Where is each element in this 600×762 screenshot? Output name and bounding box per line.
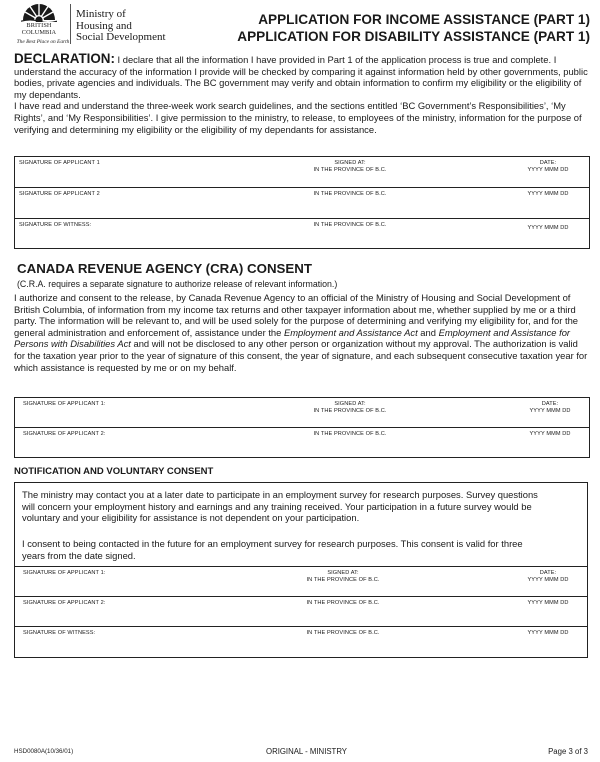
signature-witness-label: SIGNATURE OF WITNESS: (23, 630, 96, 636)
date-format-label: YYYY MMM DD (527, 630, 569, 636)
signature-applicant2-label: SIGNATURE OF APPLICANT 2: (23, 600, 106, 606)
form-title-line2: APPLICATION FOR DISABILITY ASSISTANCE (PART 1) (237, 29, 590, 44)
notification-title: NOTIFICATION AND VOLUNTARY CONSENT (14, 466, 214, 477)
notification-witness-row[interactable] (15, 627, 587, 657)
notification-applicant1-row[interactable] (15, 566, 587, 597)
province-label: IN THE PROVINCE OF B.C. (306, 600, 380, 606)
ministry-line2: Housing and (76, 19, 132, 32)
notification-paragraph-1: The ministry may contact you at a later date to participate in an employment survey for research purposes. Survey questions will concern your employment history and earnings and any training received. Your participation in a future survey would be voluntary and your eligibility for assistance is not dependent on your participation. (22, 489, 538, 524)
date-label: DATE: YYYY MMM DD (527, 570, 569, 583)
form-title (237, 11, 590, 45)
declaration-signature-box (14, 156, 590, 249)
date-label: DATE: YYYY MMM DD (529, 401, 571, 414)
cra-consent-text: I authorize and consent to the release, by Canada Revenue Agency to an official of the Ministry of Housing and Social Development of British Columbia, of information from my income tax returns and other taxpayer information about me, whether supplied by me or a third party. The information will be relevant to, and will be used solely for the purpose of determining and verifying my eligibility for, and for the general administration and enforcement of, assistance under the Employment and Assistance Act and Employment and Assistance for Persons with Disabilities Act and will not be disclosed to any other person or organization without my approval. The authorization is valid for the taxation year prior to the year of signature of this consent, the year of signature, and each subsequent consecutive taxation year for which assistance is requested by me or on my behalf. (14, 292, 588, 373)
cra-applicant1-row[interactable] (15, 398, 589, 428)
bc-logo (10, 2, 68, 46)
act-name-2: Employment and Assistance for Persons with Disabilities Act (14, 326, 571, 350)
cra-consent-title: CANADA REVENUE AGENCY (CRA) CONSENT (17, 261, 313, 276)
logo-name-line2: COLUMBIA (21, 28, 57, 36)
date-format-label: YYYY MMM DD (527, 600, 569, 606)
declaration-paragraph-2: I have read and understand the three-week work search guidelines, and the sections entitled ‘BC Government’s Responsibilities’, ‘My Rights’, and ‘My Responsibilities’. I give permission to the ministry, to release, to employees of the ministry, information for the purpose of verifying and determining my eligibility or the eligibility of my dependants for assistance. (14, 100, 582, 135)
province-label: IN THE PROVINCE OF B.C. (313, 431, 387, 437)
date-format-label: YYYY MMM DD (529, 431, 571, 437)
date-label: DATE: YYYY MMM DD (527, 160, 569, 173)
form-code: HSD0080A(10/36/01) (14, 748, 74, 755)
page-number: Page 3 of 3 (548, 747, 588, 756)
signed-at-label: SIGNED AT: IN THE PROVINCE OF B.C. (313, 401, 387, 414)
ministry-line1: Ministry of (76, 8, 126, 20)
cra-consent-subtitle: (C.R.A. requires a separate signature to authorize release of relevant information.) (17, 279, 338, 289)
sun-icon (21, 2, 57, 22)
logo-wordmark (10, 23, 68, 36)
province-label: IN THE PROVINCE OF B.C. (306, 630, 380, 636)
signed-at-label: SIGNED AT: IN THE PROVINCE OF B.C. (306, 570, 380, 583)
signature-applicant1-label: SIGNATURE OF APPLICANT 1 (19, 160, 100, 166)
signed-at-label: SIGNED AT: IN THE PROVINCE OF B.C. (313, 160, 387, 173)
ministry-line3: Social Development (76, 31, 166, 43)
declaration-heading: DECLARATION: (14, 51, 115, 66)
header-divider (70, 4, 71, 44)
form-title-line1: APPLICATION FOR INCOME ASSISTANCE (PART 1) (258, 12, 590, 27)
notification-paragraph-2: I consent to being contacted in the future for an employment survey for research purposes. This consent is valid for three years from the date signed. (22, 538, 523, 561)
signature-applicant2-label: SIGNATURE OF APPLICANT 2: (23, 431, 106, 437)
cra-signature-box (14, 397, 590, 458)
declaration-paragraph-1: I declare that all the information I have provided in Part 1 of the application process is true and complete. I understand the accuracy of the information I provide will be checked by comparing it against information held by other governments, public bodies, private agencies and individuals. The BC government may verify and obtain information to confirm my eligibility or the eligibility of my dependants. (14, 54, 588, 100)
declaration-applicant1-row[interactable] (15, 157, 589, 188)
ministry-name (76, 9, 176, 44)
signature-applicant1-label: SIGNATURE OF APPLICANT 1: (23, 570, 106, 576)
notification-applicant2-row[interactable] (15, 597, 587, 627)
notification-box (14, 482, 588, 658)
signature-applicant1-label: SIGNATURE OF APPLICANT 1: (23, 401, 106, 407)
declaration-witness-row[interactable] (15, 219, 589, 249)
signature-applicant2-label: SIGNATURE OF APPLICANT 2 (19, 191, 100, 197)
cra-applicant2-row[interactable] (15, 428, 589, 458)
province-label: IN THE PROVINCE OF B.C. (313, 222, 387, 228)
logo-tagline: The Best Place on Earth (16, 39, 70, 45)
declaration-applicant2-row[interactable] (15, 188, 589, 219)
declaration-text (14, 53, 590, 135)
logo-name-line1: BRITISH (26, 22, 52, 29)
date-format-label: YYYY MMM DD (527, 225, 569, 231)
province-label: IN THE PROVINCE OF B.C. (313, 191, 387, 197)
date-format-label: YYYY MMM DD (527, 191, 569, 197)
act-name-1: Employment and Assistance Act (283, 326, 418, 338)
signature-witness-label: SIGNATURE OF WITNESS: (19, 222, 92, 228)
copy-designation: ORIGINAL - MINISTRY (266, 747, 348, 756)
